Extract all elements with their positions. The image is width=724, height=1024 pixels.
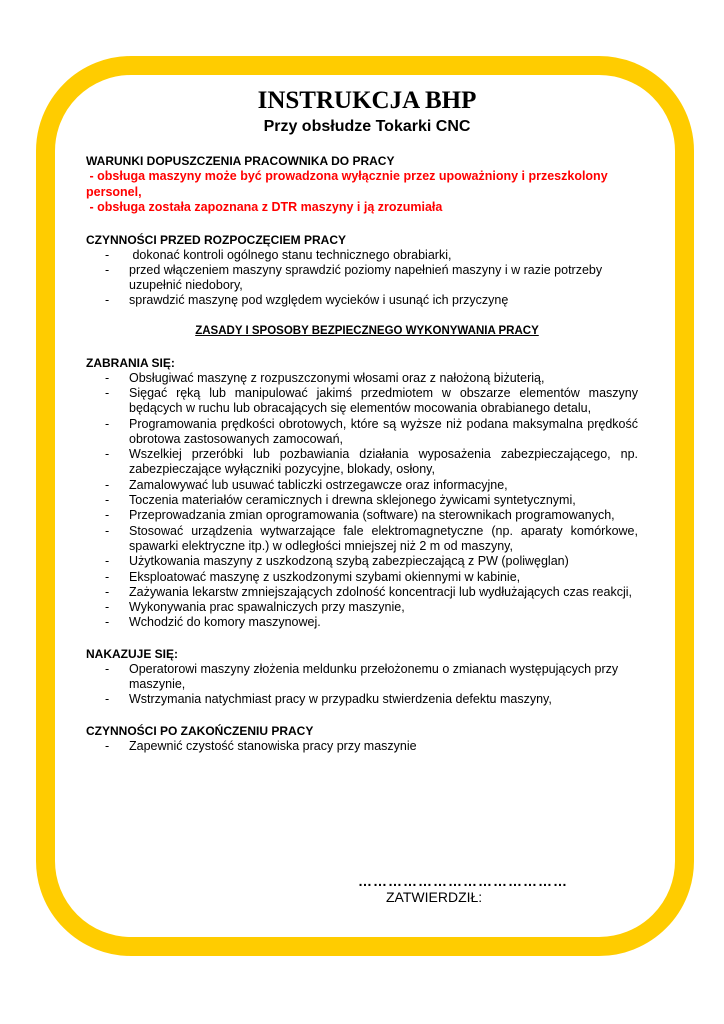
list-item: - Programowania prędkości obrotowych, które są wyższe niż podana maksymalna prędkość obrotowa zastosowanych zamocowań, (86, 417, 638, 448)
list-item: - Wstrzymania natychmiast pracy w przypadku stwierdzenia defektu maszyny, (86, 692, 638, 707)
list-item: - Wchodzić do komory maszynowej. (86, 615, 638, 630)
admission-heading: WARUNKI DOPUSZCZENIA PRACOWNIKA DO PRACY (86, 154, 395, 168)
list-item: - Zapewnić czystość stanowiska pracy przy maszynie (86, 739, 638, 754)
signature-block (358, 874, 568, 906)
list-item: - Obsługiwać maszynę z rozpuszczonymi włosami oraz z nałożoną biżuterią, (86, 371, 638, 386)
required-list (86, 662, 638, 708)
list-item: - Toczenia materiałów ceramicznych i drewna sklejonego żywicami syntetycznymi, (86, 493, 638, 508)
list-item: - Wykonywania prac spawalniczych przy maszynie, (86, 600, 638, 615)
page-subtitle: Przy obsłudze Tokarki CNC (263, 118, 471, 135)
list-item: - Eksploatować maszynę z uszkodzonymi szybami okiennymi w kabinie, (86, 570, 638, 585)
instruction-content (86, 86, 638, 754)
forbidden-list (86, 371, 638, 631)
list-item: - Przeprowadzania zmian oprogramowania (software) na sterownikach programowanych, (86, 508, 638, 523)
required-heading: NAKAZUJE SIĘ: (86, 646, 179, 661)
list-item: - dokonać kontroli ogólnego stanu technicznego obrabiarki, (86, 248, 638, 263)
before-work-list (86, 248, 638, 309)
list-item: - Operatorowi maszyny złożenia meldunku przełożonemu o zmianach występujących przy maszynie, (86, 662, 638, 693)
list-item: - Sięgać ręką lub manipulować jakimś przedmiotem w obszarze elementów maszyny będących w ruchu lub obracających się elementów mocowania obrabianego detalu, (86, 386, 638, 417)
list-item: - sprawdzić maszynę pod względem wycieków i usunąć ich przyczynę (86, 293, 638, 308)
page-title: INSTRUKCJA BHP (257, 87, 477, 114)
after-work-heading: CZYNNOŚCI PO ZAKOŃCZENIU PRACY (86, 723, 314, 738)
admission-line-2: - obsługa została zapoznana z DTR maszyny i ją zrozumiała (86, 200, 443, 214)
signature-line: …………………………………… (358, 873, 568, 889)
list-item: - Stosować urządzenia wytwarzające fale elektromagnetyczne (np. aparaty komórkowe, spawarki elektryczne itp.) w odległości mniejszej niż 2 m od maszyny, (86, 524, 638, 555)
before-work-heading: CZYNNOŚCI PRZED ROZPOCZĘCIEM PRACY (86, 232, 347, 247)
admission-line-1: - obsługa maszyny może być prowadzona wyłącznie przez upoważniony i przeszkolony personel, (86, 169, 612, 199)
list-item: - przed włączeniem maszyny sprawdzić poziomy napełnień maszyny i w razie potrzeby uzupełnić niedobory, (86, 263, 638, 294)
forbidden-heading: ZABRANIA SIĘ: (86, 355, 175, 370)
list-item: - Zamalowywać lub usuwać tabliczki ostrzegawcze oraz informacyjne, (86, 478, 638, 493)
signature-label: ZATWIERDZIŁ: (386, 889, 483, 905)
after-work-list (86, 739, 638, 754)
list-item: - Zażywania lekarstw zmniejszających zdolność koncentracji lub wydłużających czas reakcji, (86, 585, 638, 600)
rules-heading: ZASADY I SPOSOBY BEZPIECZNEGO WYKONYWANIA PRACY (195, 324, 539, 337)
list-item: - Użytkowania maszyny z uszkodzoną szybą zabezpieczającą z PW (poliwęglan) (86, 554, 638, 569)
list-item: - Wszelkiej przeróbki lub pozbawiania działania wyposażenia zabezpieczającego, np. zabezpieczające wyłączniki pozycyjne, blokady, osłony, (86, 447, 638, 478)
